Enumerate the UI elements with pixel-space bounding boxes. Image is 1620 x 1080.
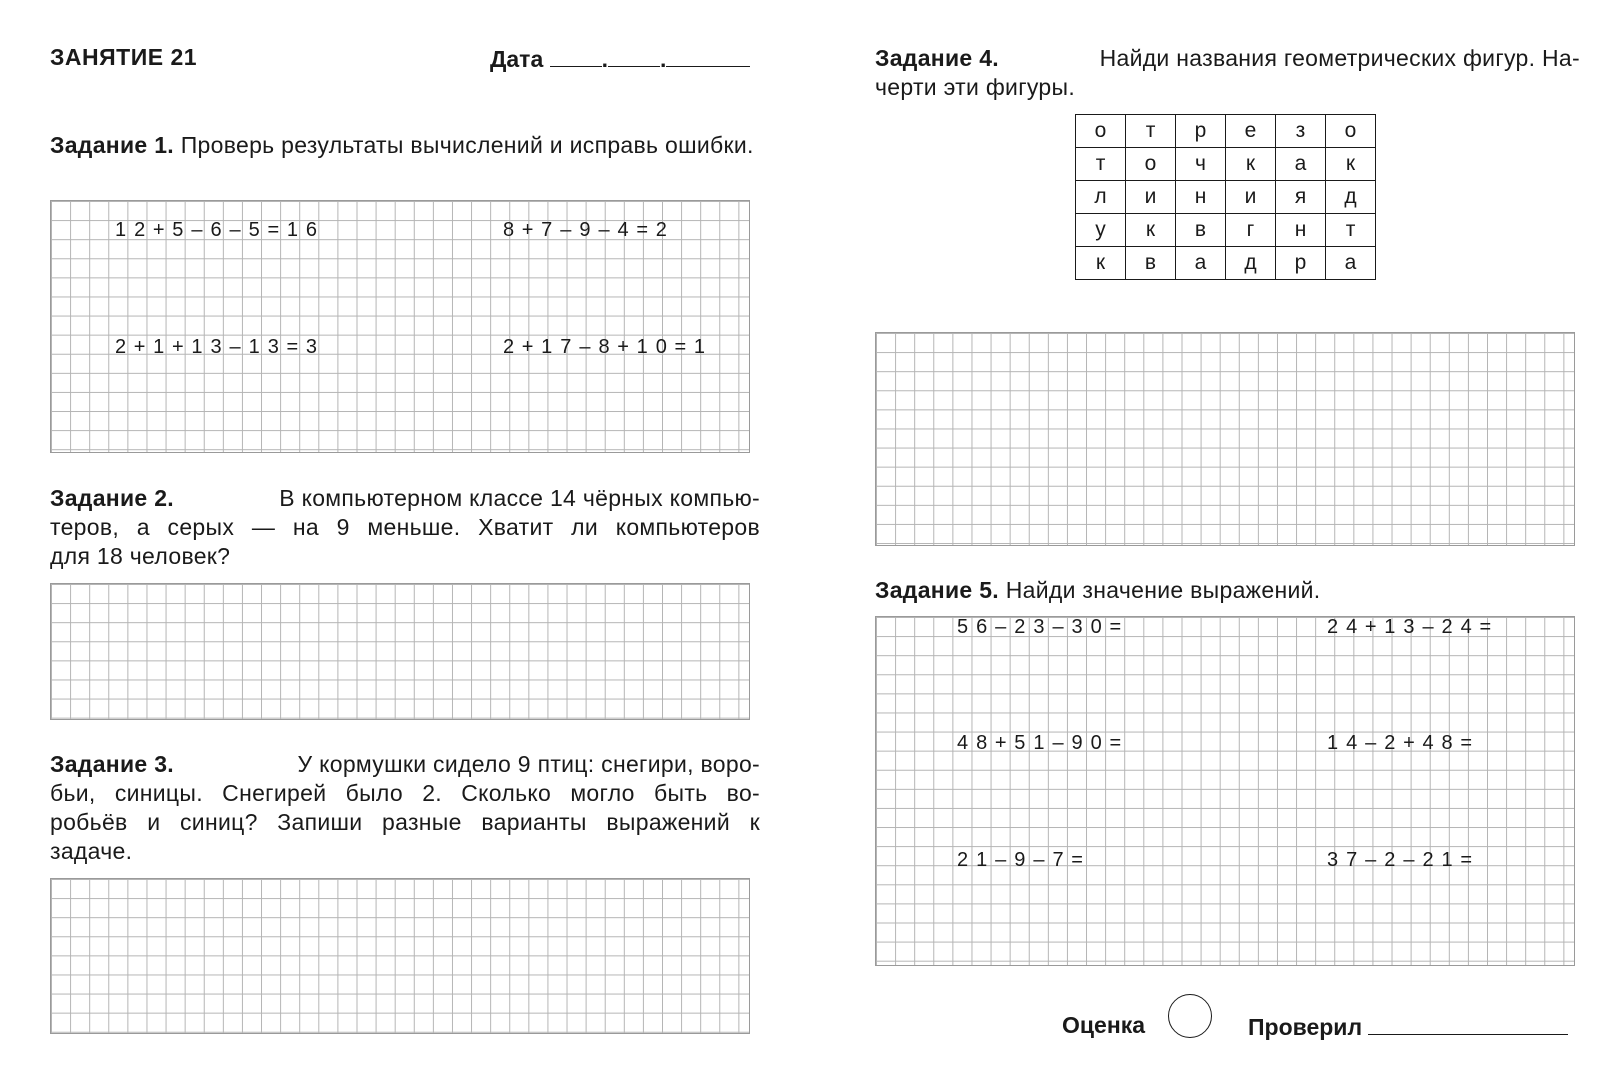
expression-char: =	[1109, 616, 1122, 638]
letter-cell[interactable]: в	[1176, 214, 1226, 247]
expression-char: –	[579, 336, 591, 358]
task1-expression	[499, 220, 671, 239]
task4-grid[interactable]	[875, 332, 1575, 546]
expression-char: –	[1403, 849, 1415, 871]
expression-char: =	[1460, 732, 1473, 754]
expression-char: 7	[541, 219, 553, 241]
expression-char: 2	[1441, 616, 1453, 638]
expression-char: 2	[1384, 732, 1396, 754]
expression-char: +	[171, 336, 184, 358]
expression-char: 3	[1326, 849, 1339, 871]
expression-char: 9	[1071, 732, 1083, 754]
expression-char: 2	[1422, 849, 1434, 871]
expression-char: –	[1052, 732, 1064, 754]
letter-cell[interactable]: а	[1276, 148, 1326, 181]
expression-char: 2	[114, 336, 127, 358]
letter-table	[1075, 114, 1376, 280]
expression-char: 1	[976, 849, 988, 871]
expression-char: –	[1365, 849, 1377, 871]
expression-char: 5	[956, 616, 969, 638]
expression-char: 1	[153, 336, 165, 358]
task3-line: задаче.	[50, 838, 133, 864]
task1-text	[50, 131, 758, 160]
task4-line: Найди названия геометрических фигур. На-	[1099, 45, 1580, 71]
expression-char: 6	[976, 616, 988, 638]
date-separator: .	[601, 46, 609, 72]
task5-expression	[953, 733, 1125, 752]
expression-char: –	[1365, 732, 1377, 754]
letter-cell[interactable]: о	[1076, 115, 1126, 148]
task3-line: робьёв и синиц? Запиши разные варианты выражений к	[50, 809, 760, 835]
letter-cell[interactable]: о	[1326, 115, 1376, 148]
letter-cell[interactable]: о	[1126, 148, 1176, 181]
expression-char: =	[1460, 849, 1473, 871]
expression-char: 9	[579, 219, 591, 241]
letter-cell[interactable]: з	[1276, 115, 1326, 148]
expression-char: =	[674, 336, 687, 358]
letter-cell[interactable]: д	[1226, 247, 1276, 280]
expression-char: 2	[1014, 616, 1026, 638]
date-label: Дата	[490, 46, 544, 72]
expression-char: 2	[655, 219, 667, 241]
task3-line: бьи, синицы. Снегирей было 2. Сколько могло быть во-	[50, 780, 760, 806]
expression-char: =	[1479, 616, 1492, 638]
letter-cell[interactable]: у	[1076, 214, 1126, 247]
task3-label: Задание 3.	[50, 751, 174, 777]
task1-label: Задание 1.	[50, 132, 174, 158]
task4-text	[875, 44, 1580, 102]
expression-char: 1	[248, 336, 260, 358]
task4-label: Задание 4.	[875, 45, 999, 71]
letter-cell[interactable]: р	[1176, 115, 1226, 148]
expression-char: 1	[636, 336, 648, 358]
letter-cell[interactable]: а	[1326, 247, 1376, 280]
expression-char: –	[229, 336, 241, 358]
expression-char: +	[521, 336, 534, 358]
expression-char: 2	[1326, 616, 1339, 638]
grade-label: Оценка	[1062, 1012, 1146, 1038]
expression-char: 5	[1014, 732, 1026, 754]
expression-char: 2	[502, 336, 515, 358]
expression-char: 7	[1346, 849, 1358, 871]
expression-char: 0	[1090, 616, 1102, 638]
task1-expression	[499, 337, 709, 356]
expression-char: +	[1403, 732, 1415, 754]
expression-char: –	[1033, 849, 1045, 871]
expression-char: 8	[502, 219, 515, 241]
checked-label: Проверил	[1248, 1014, 1363, 1040]
letter-cell[interactable]: ч	[1176, 148, 1226, 181]
task1-expression	[111, 337, 321, 356]
expression-char: –	[598, 219, 610, 241]
task5-expression	[1323, 733, 1476, 752]
date-field	[490, 44, 750, 73]
expression-char: 7	[1052, 849, 1064, 871]
expression-char: 4	[1460, 616, 1472, 638]
date-separator: .	[660, 46, 667, 72]
expression-char: 6	[210, 219, 222, 241]
expression-char: 1	[286, 219, 298, 241]
task5-expression	[953, 850, 1087, 869]
lesson-title: ЗАНЯТИЕ 21	[50, 44, 198, 70]
expression-char: +	[1364, 616, 1377, 638]
letter-cell[interactable]: а	[1176, 247, 1226, 280]
expression-char: +	[994, 732, 1007, 754]
letter-cell[interactable]: н	[1276, 214, 1326, 247]
expression-char: +	[521, 219, 534, 241]
expression-char: 1	[1326, 732, 1339, 754]
expression-char: 4	[1346, 732, 1358, 754]
letter-cell[interactable]: к	[1326, 148, 1376, 181]
expression-char: 1	[1384, 616, 1396, 638]
task2-grid[interactable]	[50, 583, 750, 720]
task4-line: черти эти фигуры.	[875, 74, 1076, 100]
expression-char: +	[133, 336, 146, 358]
expression-char: 2	[1384, 849, 1396, 871]
expression-char: 3	[1403, 616, 1415, 638]
date-year-blank[interactable]	[666, 44, 750, 67]
letter-cell[interactable]: и	[1126, 181, 1176, 214]
expression-char: +	[617, 336, 629, 358]
expression-char: –	[191, 219, 203, 241]
expression-char: –	[995, 616, 1007, 638]
expression-char: 2	[956, 849, 969, 871]
task5-grid[interactable]	[875, 616, 1575, 966]
expression-char: 5	[248, 219, 260, 241]
letter-cell[interactable]: к	[1126, 214, 1176, 247]
expression-char: –	[560, 219, 572, 241]
letter-cell[interactable]: и	[1226, 181, 1276, 214]
letter-cell[interactable]: к	[1076, 247, 1126, 280]
expression-char: –	[229, 219, 241, 241]
expression-char: 8	[976, 732, 988, 754]
expression-char: 9	[1014, 849, 1026, 871]
date-day-blank[interactable]	[550, 44, 602, 67]
expression-char: 3	[1033, 616, 1045, 638]
expression-char: –	[1422, 616, 1434, 638]
expression-char: –	[1052, 616, 1064, 638]
letter-row	[1076, 115, 1376, 148]
letter-cell[interactable]: к	[1226, 148, 1276, 181]
letter-row	[1076, 181, 1376, 214]
expression-char: 1	[114, 219, 127, 241]
letter-cell[interactable]: т	[1326, 214, 1376, 247]
letter-cell[interactable]: л	[1076, 181, 1126, 214]
letter-cell[interactable]: т	[1126, 115, 1176, 148]
task3-grid[interactable]	[50, 878, 750, 1034]
task5-expression	[1323, 617, 1495, 636]
expression-char: 4	[956, 732, 969, 754]
letter-cell[interactable]: т	[1076, 148, 1126, 181]
task5-expression	[953, 617, 1125, 636]
expression-char: 3	[1071, 616, 1083, 638]
expression-char: =	[1109, 732, 1122, 754]
expression-char: 1	[541, 336, 553, 358]
expression-char: 4	[1422, 732, 1434, 754]
task3-text	[50, 750, 760, 866]
task2-line: для 18 человек?	[50, 543, 231, 569]
grade-circle[interactable]	[1168, 994, 1212, 1038]
letter-row	[1076, 214, 1376, 247]
expression-char: 3	[267, 336, 279, 358]
letter-cell[interactable]: н	[1176, 181, 1226, 214]
expression-char: 8	[598, 336, 610, 358]
expression-char: 6	[305, 219, 318, 241]
task1-body: Проверь результаты вычислений и исправь ошибки.	[180, 132, 754, 158]
checked-field	[1248, 1012, 1568, 1041]
expression-char: 3	[210, 336, 222, 358]
letter-row	[1076, 247, 1376, 280]
letter-cell[interactable]: я	[1276, 181, 1326, 214]
task2-text	[50, 484, 760, 571]
task5-text	[875, 576, 1580, 605]
task5-label: Задание 5.	[875, 577, 999, 603]
task3-line: У кормушки сидело 9 птиц: снегири, воро-	[297, 751, 760, 777]
expression-char: 3	[305, 336, 318, 358]
expression-char: 1	[1033, 732, 1045, 754]
task5-body: Найди значение выражений.	[1005, 577, 1321, 603]
expression-char: 0	[1090, 732, 1102, 754]
expression-char: 2	[134, 219, 146, 241]
date-month-blank[interactable]	[608, 44, 660, 67]
letter-cell[interactable]: е	[1226, 115, 1276, 148]
expression-char: 1	[693, 336, 706, 358]
expression-char: =	[267, 219, 280, 241]
expression-char: –	[995, 849, 1007, 871]
letter-cell[interactable]: д	[1326, 181, 1376, 214]
expression-char: 1	[191, 336, 203, 358]
expression-char: 4	[617, 219, 629, 241]
letter-cell[interactable]: р	[1276, 247, 1326, 280]
expression-char: 5	[172, 219, 184, 241]
expression-char: 4	[1346, 616, 1358, 638]
task2-label: Задание 2.	[50, 485, 174, 511]
expression-char: =	[636, 219, 649, 241]
checked-signature-blank[interactable]	[1368, 1012, 1568, 1035]
expression-char: 0	[655, 336, 667, 358]
expression-char: 7	[560, 336, 572, 358]
task5-expression	[1323, 850, 1476, 869]
letter-cell[interactable]: в	[1126, 247, 1176, 280]
expression-char: 8	[1441, 732, 1453, 754]
task2-line: теров, а серых — на 9 меньше. Хватит ли компьютеров	[50, 514, 760, 540]
expression-char: =	[1071, 849, 1083, 871]
letter-row	[1076, 148, 1376, 181]
letter-cell[interactable]: г	[1226, 214, 1276, 247]
expression-char: 1	[1441, 849, 1453, 871]
expression-char: +	[152, 219, 165, 241]
expression-char: =	[286, 336, 299, 358]
task2-line: В компьютерном классе 14 чёрных компью-	[279, 485, 760, 511]
task1-expression	[111, 220, 321, 239]
